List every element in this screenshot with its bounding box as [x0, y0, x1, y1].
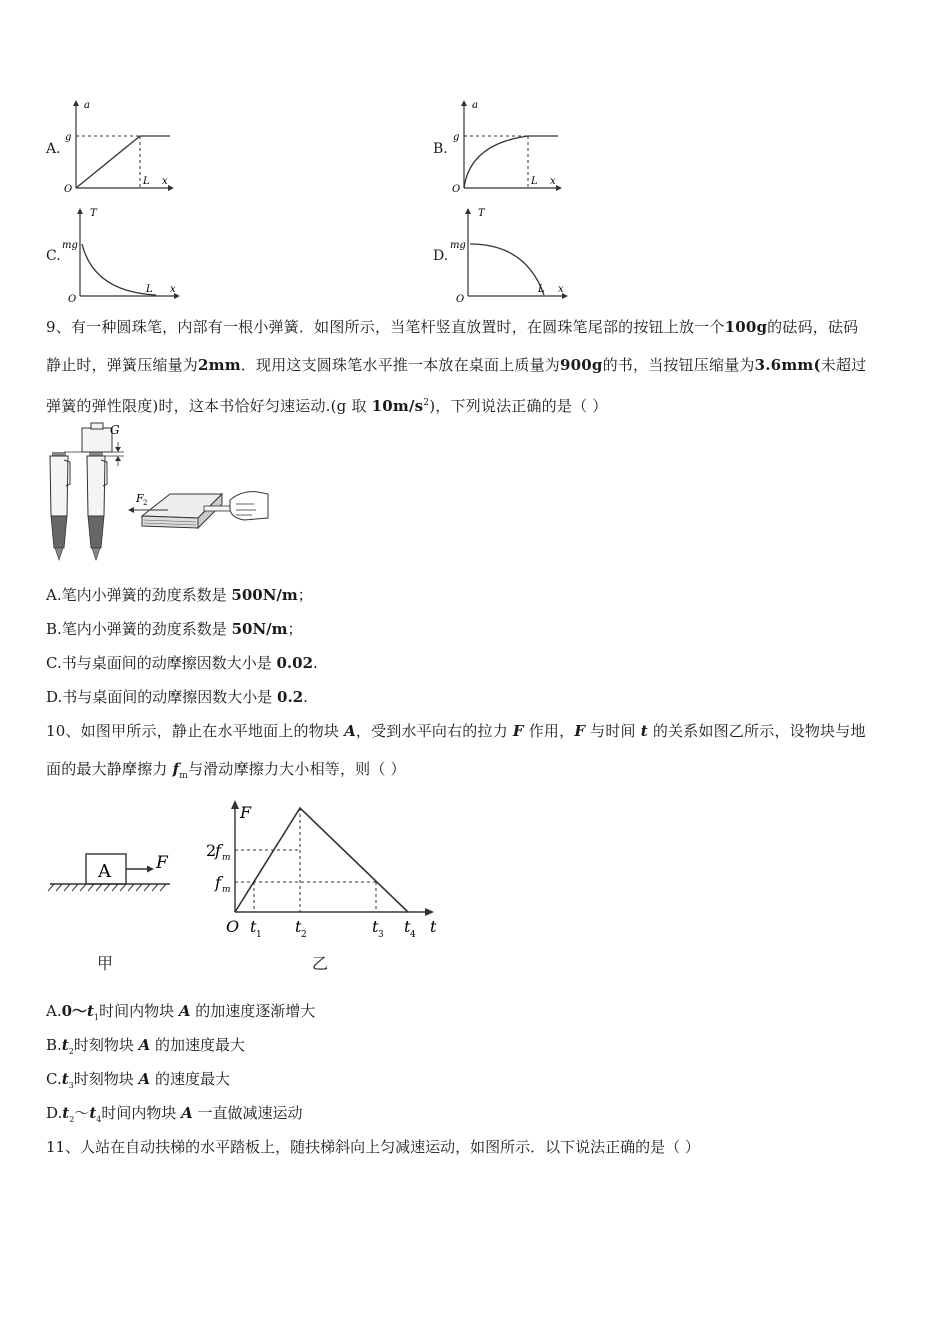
force-f2-label: F — [136, 492, 144, 505]
q10-stem — [46, 712, 906, 795]
q8-option-d-label: D. — [433, 248, 449, 264]
q8c-y-label: T — [90, 208, 97, 219]
force-f-label: F — [156, 853, 168, 873]
tick-t1-sub: 1 — [256, 930, 262, 940]
q8-graph-d — [448, 204, 573, 304]
q8d-curve — [470, 244, 544, 295]
q8c-y-mark: mg — [62, 240, 78, 251]
tick-2fm-sym: f — [215, 841, 221, 860]
q10-option-c: $C.t_3$时刻物块 A 的速度最大 — [46, 1070, 230, 1090]
q8-graph-a — [60, 96, 180, 198]
q10-option-b: $B.t_2$时刻物块 A 的加速度最大 — [46, 1036, 246, 1056]
tick-t4-sub: 4 — [410, 930, 416, 940]
q8d-x-mark: L — [538, 284, 545, 295]
q10-caption-yi: 乙 — [312, 954, 329, 973]
q8b-y-label: a — [472, 100, 478, 111]
q8c-curve — [82, 244, 156, 295]
q8b-x-label: x — [550, 176, 556, 187]
force-curve — [235, 808, 408, 912]
q9-option-a: A.笔内小弹簧的劲度系数是 500N/m； — [46, 586, 313, 604]
force-f2-sub: 2 — [143, 499, 148, 507]
q10-stem-line2: 面的最大静摩擦力 $f_m$与滑动摩擦力大小相等，则（ ） — [46, 760, 406, 781]
q8a-y-mark: g — [65, 132, 72, 143]
q8d-y-mark: mg — [450, 240, 466, 251]
weight-g-label: G — [110, 423, 120, 437]
q10-figure-yi — [200, 798, 445, 948]
q8b-curve — [464, 136, 528, 188]
q8a-x-label: x — [162, 176, 168, 187]
q9-option-d: D.书与桌面间的动摩擦因数大小是 0.2. — [46, 688, 308, 706]
tick-t3-sub: 3 — [378, 930, 384, 940]
q8a-x-mark: L — [143, 176, 150, 187]
q8d-origin: O — [456, 294, 465, 304]
q9-stem-line3: 弹簧的弹性限度)时，这本书恰好匀速运动.(g 取 $10m/s^2$)，下列说法正确的是（ ） — [46, 397, 608, 415]
tick-t2-sub: 2 — [301, 930, 307, 940]
y-axis-label: F — [240, 803, 252, 822]
tick-t3-sym: t — [372, 917, 379, 936]
q11-stem: 11、人站在自动扶梯的水平踏板上，随扶梯斜向上匀减速运动，如图所示．以下说法正确的是（ ） — [46, 1138, 700, 1156]
q8b-x-mark: L — [531, 176, 538, 187]
pen-left — [50, 452, 70, 560]
q8b-y-mark: g — [453, 132, 460, 143]
pen-right — [64, 423, 124, 560]
tick-fm-sub: m — [222, 885, 231, 895]
q10-caption-jia: 甲 — [97, 954, 114, 973]
origin-label: O — [226, 917, 240, 936]
q8-option-a-label: A. — [46, 141, 61, 157]
q8a-y-label: a — [84, 100, 90, 111]
tick-fm-sym: f — [215, 873, 221, 892]
q8a-origin: O — [64, 184, 73, 195]
q8-option-b-label: B. — [433, 141, 448, 157]
q10-stem-line1: 10、如图甲所示，静止在水平地面上的物块 A，受到水平向右的拉力 F 作用，F 与时间 t 的关系如图乙所示，设物块与地 — [46, 722, 866, 740]
block-a-label: A — [98, 861, 111, 882]
q8d-x-label: x — [558, 284, 564, 295]
q9-option-c: C.书与桌面间的动摩擦因数大小是 0.02. — [46, 654, 318, 672]
q8c-x-mark: L — [146, 284, 153, 295]
q8b-origin: O — [452, 184, 461, 195]
q8c-x-label: x — [170, 284, 176, 295]
q8d-y-label: T — [478, 208, 485, 219]
q9-stem — [46, 308, 906, 425]
x-axis-label: t — [430, 917, 437, 936]
q9-stem-line2: 静止时，弹簧压缩量为2mm．现用这支圆珠笔水平推一本放在桌面上质量为900g的书，当按钮压缩量为3.6mm(未超过 — [46, 356, 867, 374]
tick-t4-sym: t — [404, 917, 411, 936]
q8a-curve — [76, 136, 140, 188]
q10-option-a: $A.0\sim t_1$时间内物块 A 的加速度逐渐增大 — [46, 1002, 316, 1022]
q8-graph-c — [60, 204, 185, 304]
q9-stem-line1: 9、有一种圆珠笔，内部有一根小弹簧．如图所示，当笔杆竖直放置时，在圆珠笔尾部的按钮上放一个100g的砝码，砝码 — [46, 318, 859, 336]
q8c-origin: O — [68, 294, 77, 304]
tick-2fm-coef: 2 — [206, 841, 217, 860]
tick-2fm-sub: m — [222, 853, 231, 863]
q9-option-b: B.笔内小弹簧的劲度系数是 50N/m； — [46, 620, 303, 638]
tick-t2-sym: t — [295, 917, 302, 936]
q10-option-d: $D.t_2\sim t_4$时间内物块 A 一直做减速运动 — [46, 1104, 303, 1124]
book-and-hand — [128, 492, 268, 528]
q8-option-c-label: C. — [46, 248, 61, 264]
q8-graph-b — [448, 96, 568, 198]
q9-pen-figure — [44, 420, 274, 565]
q10-figure-jia — [46, 846, 186, 892]
tick-t1-sym: t — [250, 917, 257, 936]
